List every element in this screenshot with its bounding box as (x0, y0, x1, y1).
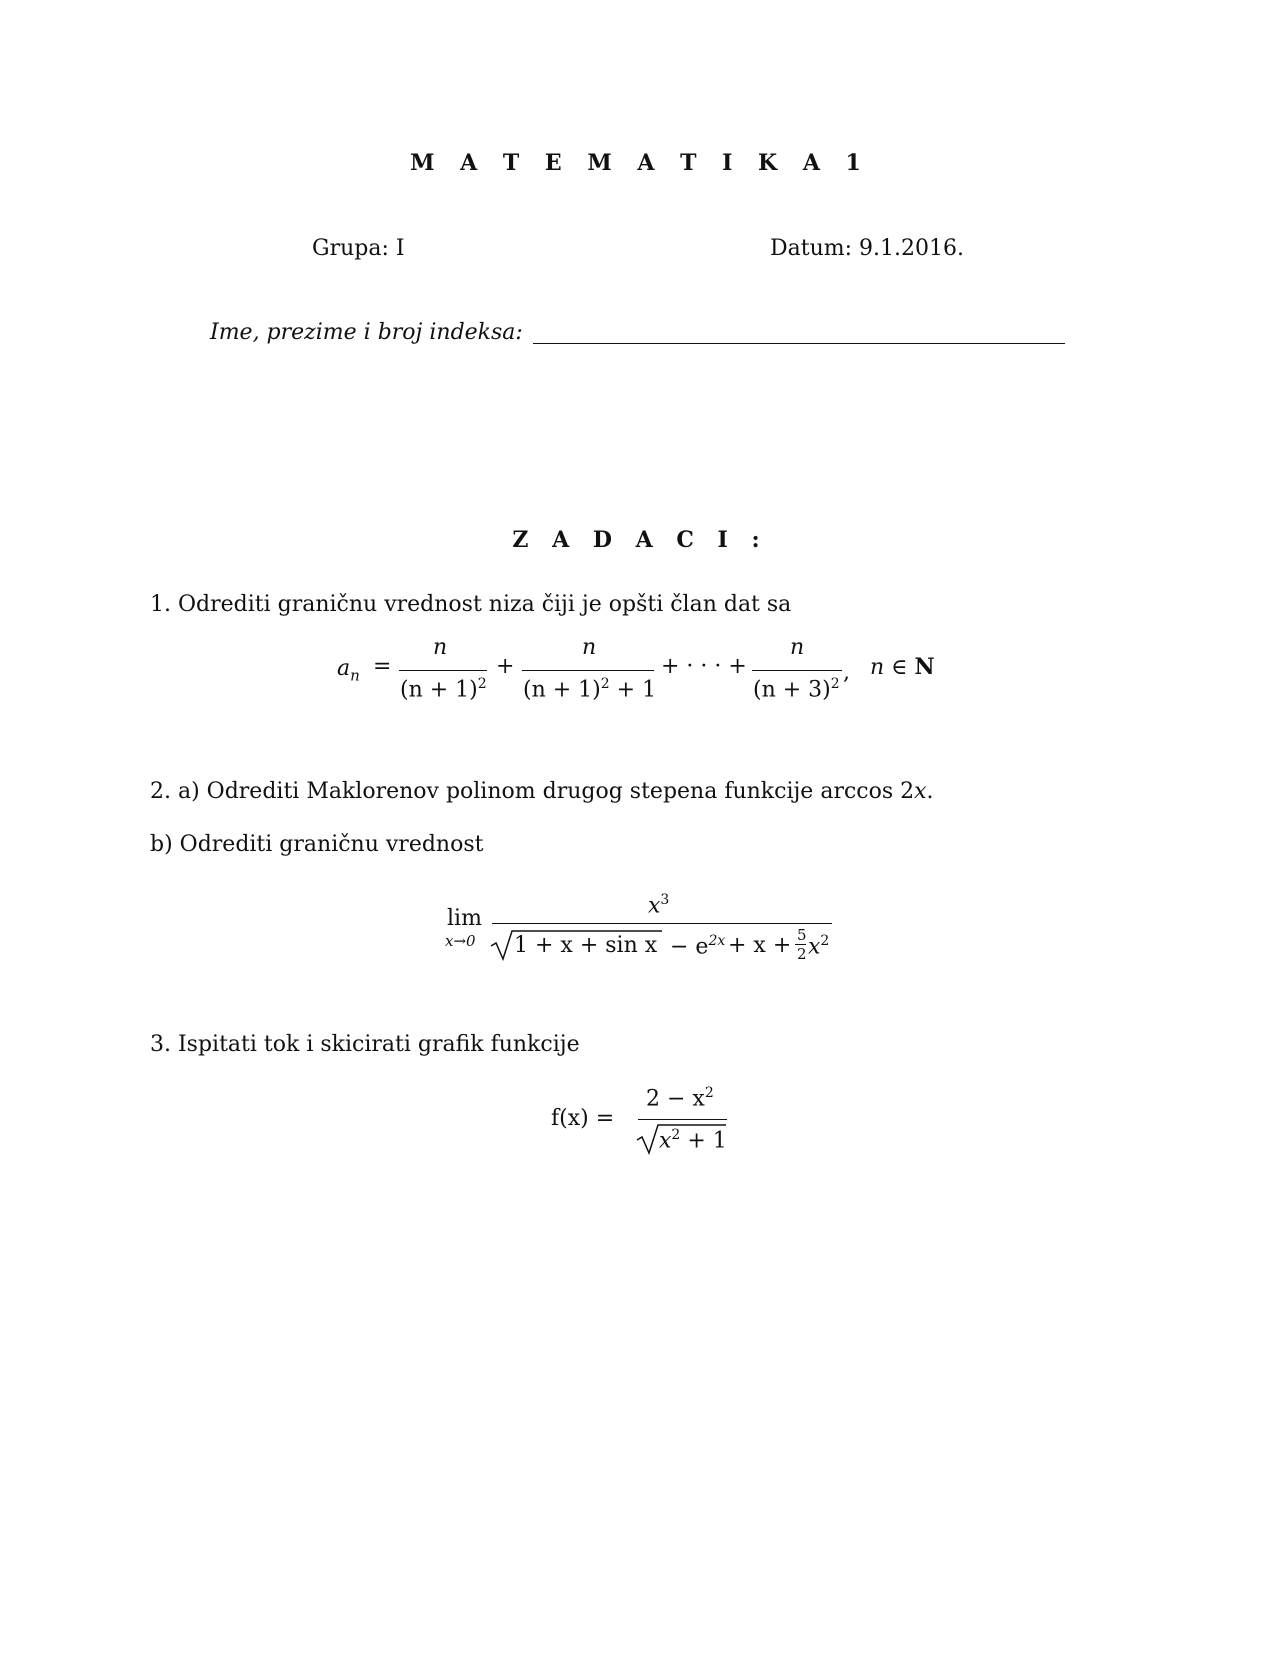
formula-eq: = (373, 654, 392, 679)
formula-an: $a_n$ (337, 656, 360, 685)
dots: + · · · + (661, 654, 747, 679)
lim-word: lim (447, 906, 482, 931)
f-bar (638, 1119, 727, 1120)
frac1-den: $(n + 1)^2$ (400, 676, 487, 703)
domain: n ∈ N (870, 654, 935, 680)
f-lhs: f(x) = (551, 1106, 615, 1131)
frac1-num: n (433, 635, 448, 660)
tasks-heading: Z A D A C I : (512, 527, 768, 553)
frac-num-5: 5 (797, 926, 807, 944)
frac3-den: $(n + 3)^2$ (753, 676, 840, 703)
f-num: $2 - x^2$ (646, 1085, 714, 1112)
x2-term: $x^2$ (808, 933, 830, 960)
tail-term: + x + (728, 933, 792, 958)
student-name-label: Ime, prezime i broj indeksa: (210, 320, 523, 345)
frac3-num: n (790, 635, 805, 660)
frac2-num: n (582, 635, 597, 660)
comma: , (843, 660, 850, 685)
lim-bar (492, 923, 832, 924)
f-den: $x^2 + 1$ (659, 1127, 727, 1154)
task-3-text: 3. Ispitati tok i skicirati grafik funkcije (150, 1032, 580, 1057)
task-2a-text: 2. a) Odrediti Maklorenov polinom drugog stepena funkcije arccos 2x. (150, 779, 934, 804)
frac-den-2: 2 (797, 945, 807, 963)
frac3-bar (752, 670, 842, 671)
date-label: Datum: 9.1.2016. (770, 236, 964, 261)
e-term: − $e^{2x}$ (670, 933, 726, 960)
frac1-bar (399, 670, 487, 671)
sqrt-body: 1 + x + sin x (514, 933, 658, 958)
student-name-line[interactable] (533, 343, 1065, 344)
exam-title: M A T E M A T I K A 1 (410, 150, 870, 176)
frac2-den: $(n + 1)^2 + 1$ (523, 676, 657, 703)
lim-under: x→0 (445, 932, 476, 950)
lim-num: $x^3$ (648, 892, 670, 919)
task-1-text: 1. Odrediti graničnu vrednost niza čiji je opšti član dat sa (150, 592, 792, 617)
plus-1: + (496, 654, 515, 679)
frac2-bar (522, 670, 654, 671)
task-2b-text: b) Odrediti graničnu vrednost (150, 832, 484, 857)
group-label: Grupa: I (312, 236, 405, 261)
